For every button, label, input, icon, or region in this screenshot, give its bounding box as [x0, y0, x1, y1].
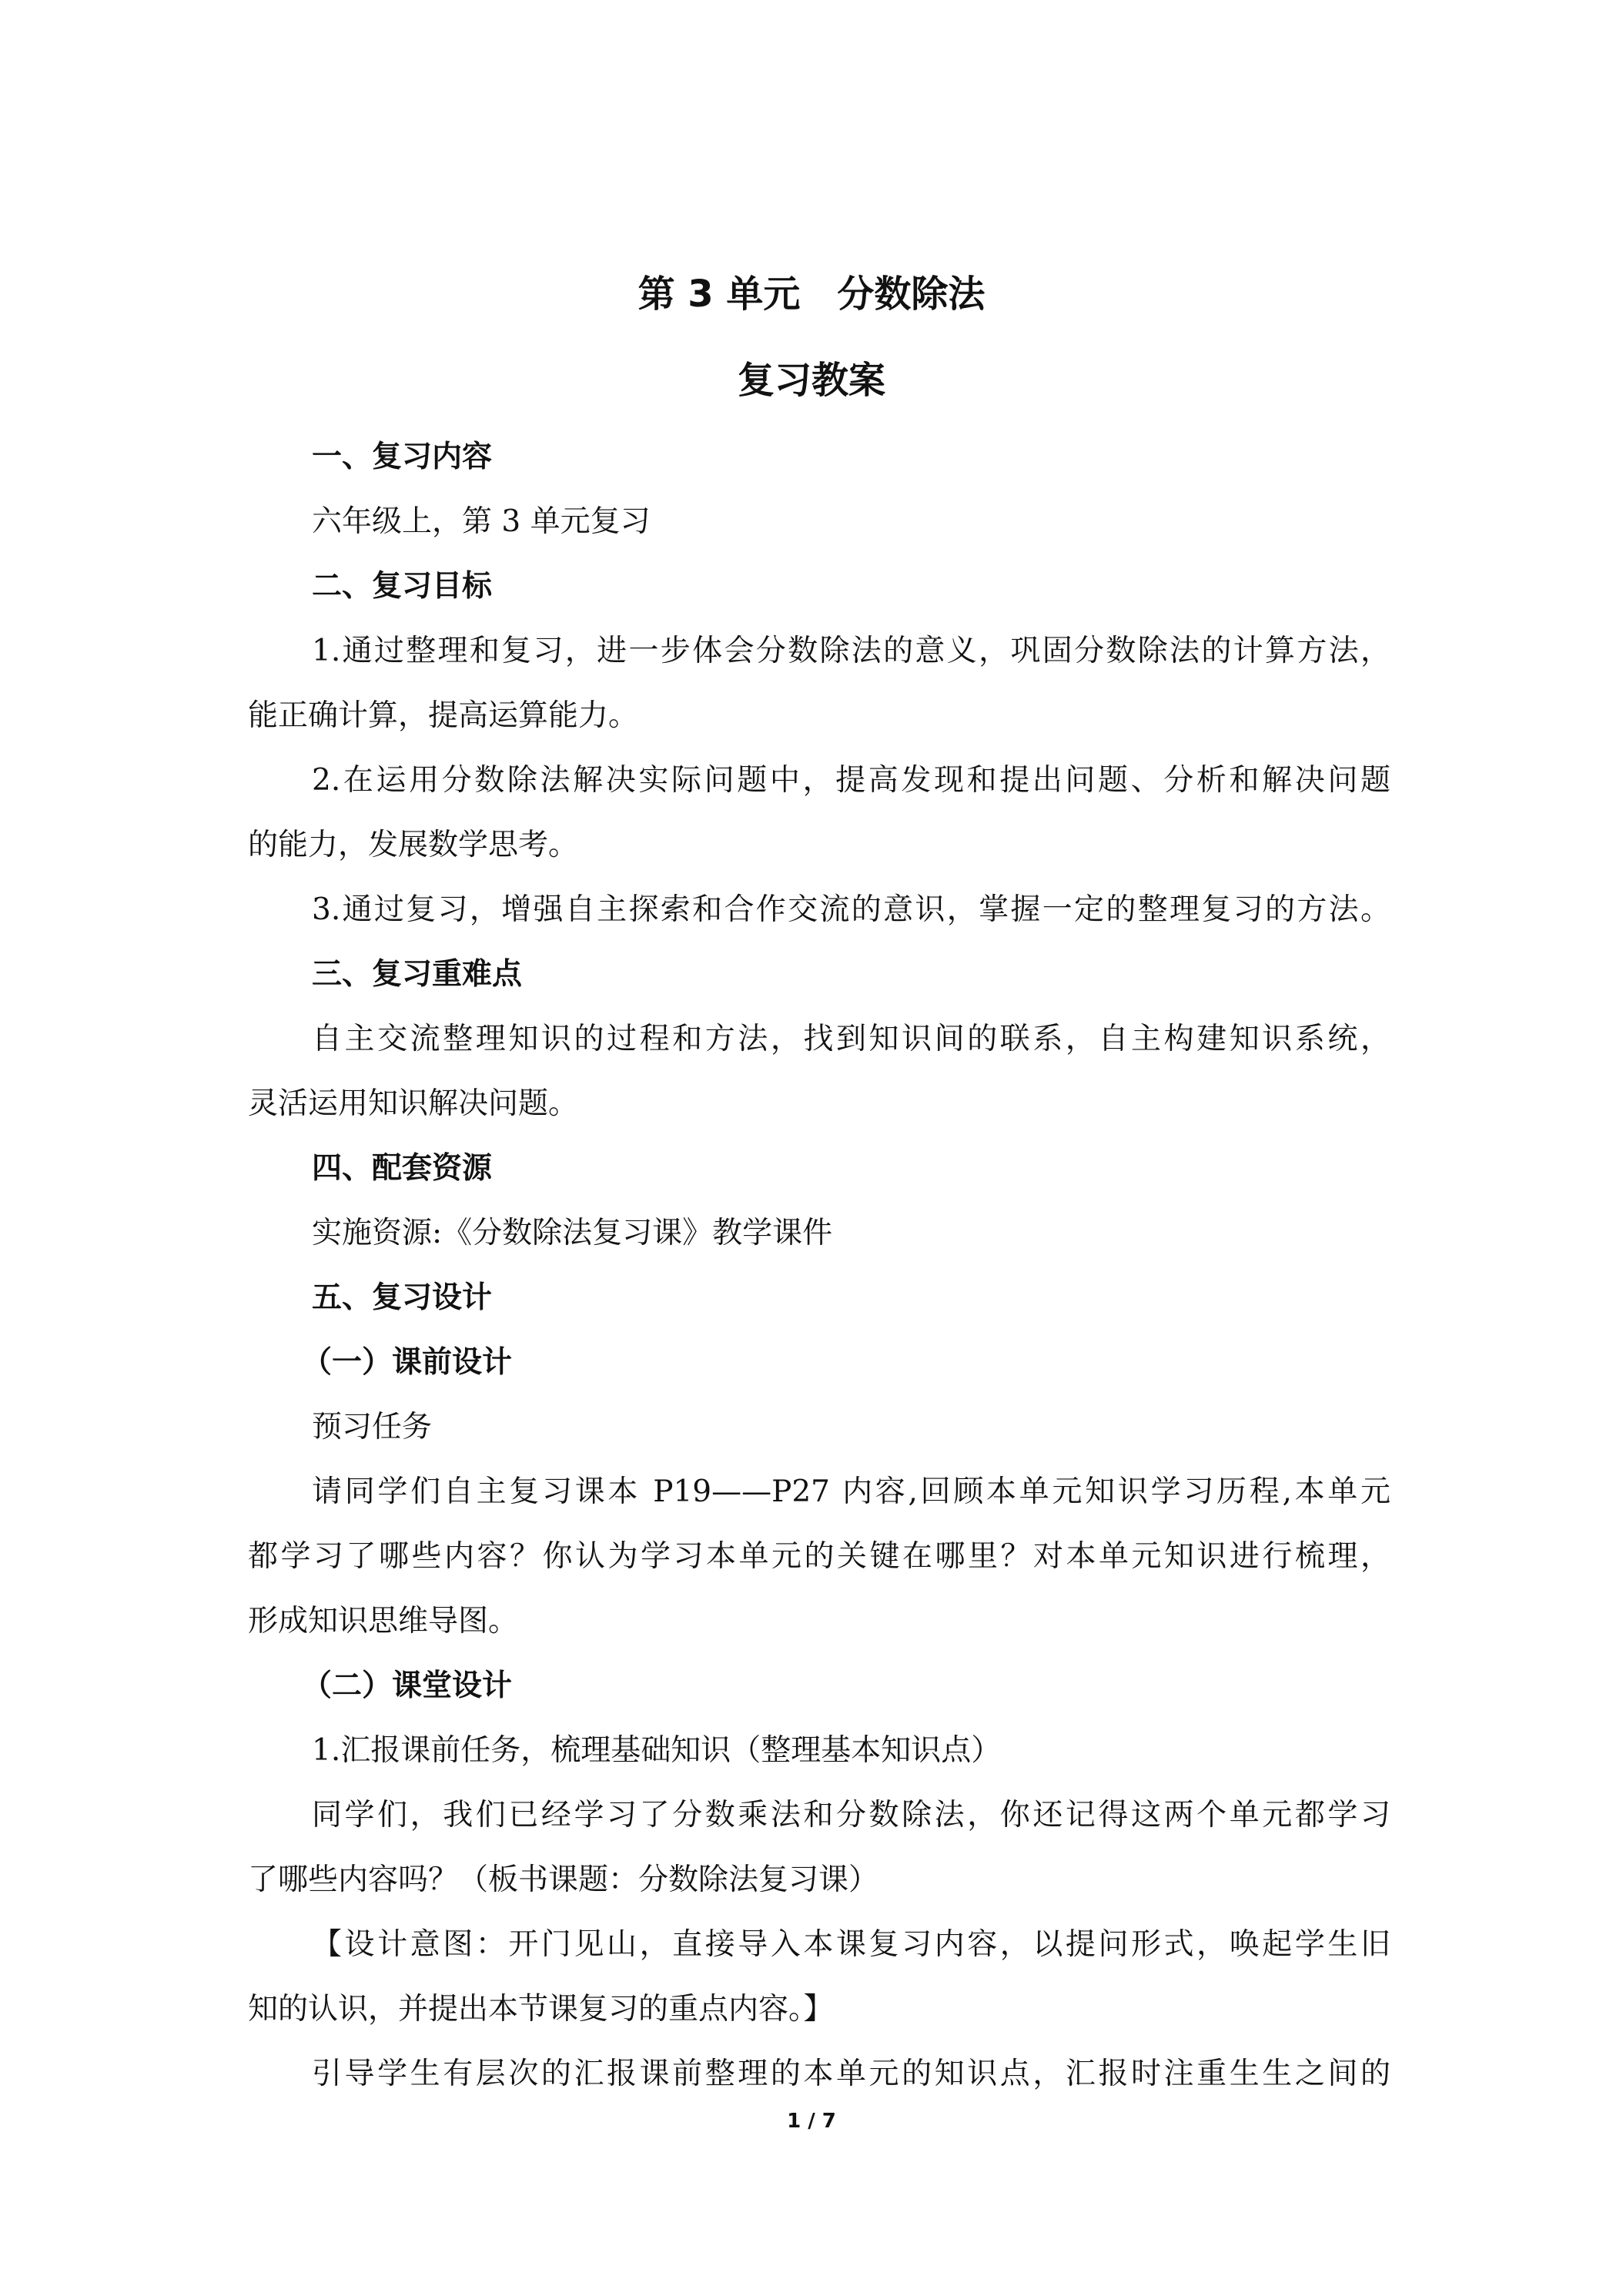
- paragraph-line: 预习任务: [312, 1410, 433, 1444]
- paragraph-line: 【设计意图：开门见山，直接导入本课复习内容，以提问形式，唤起学生旧: [312, 1927, 1390, 1962]
- paragraph-line: 形成知识思维导图。: [248, 1604, 519, 1638]
- section-heading-key-difficulties: 三、复习重难点: [312, 957, 523, 992]
- paragraph-line: 六年级上，第 3 单元复习: [312, 504, 651, 539]
- section-heading-review-design: 五、复习设计: [312, 1280, 493, 1315]
- paragraph-line: 2.在运用分数除法解决实际问题中，提高发现和提出问题、分析和解决问题: [312, 763, 1390, 798]
- paragraph-line: 请同学们自主复习课本 P19——P27 内容,回顾本单元知识学习历程,本单元: [312, 1474, 1390, 1509]
- paragraph-line: 1.通过整理和复习，进一步体会分数除法的意义，巩固分数除法的计算方法，: [312, 634, 1390, 668]
- paragraph-line: 同学们，我们已经学习了分数乘法和分数除法，你还记得这两个单元都学习: [312, 1798, 1390, 1832]
- paragraph-line: 能正确计算，提高运算能力。: [248, 698, 639, 733]
- section-heading-resources: 四、配套资源: [312, 1151, 493, 1186]
- section-heading-review-goals: 二、复习目标: [312, 569, 493, 604]
- section-heading-review-content: 一、复习内容: [312, 440, 493, 474]
- paragraph-line: 1.汇报课前任务，梳理基础知识（整理基本知识点）: [312, 1733, 1002, 1768]
- paragraph-line: 实施资源:《分数除法复习课》教学课件: [312, 1216, 833, 1250]
- paragraph-line: 3.通过复习，增强自主探索和合作交流的意识，掌握一定的整理复习的方法。: [312, 892, 1390, 927]
- subsection-heading-pre-class: （一）课前设计: [302, 1345, 513, 1380]
- paragraph-line: 都学习了哪些内容？你认为学习本单元的关键在哪里？对本单元知识进行梳理，: [248, 1539, 1390, 1574]
- document-subtitle: 复习教案: [737, 359, 885, 402]
- subsection-heading-classroom: （二）课堂设计: [302, 1668, 513, 1703]
- paragraph-line: 引导学生有层次的汇报课前整理的本单元的知识点，汇报时注重生生之间的: [312, 2057, 1390, 2091]
- page-number: 1 / 7: [787, 2110, 836, 2133]
- paragraph-line: 自主交流整理知识的过程和方法，找到知识间的联系，自主构建知识系统，: [312, 1022, 1390, 1056]
- document-title: 第 3 单元 分数除法: [637, 273, 986, 316]
- paragraph-line: 的能力，发展数学思考。: [248, 828, 579, 862]
- paragraph-line: 了哪些内容吗？（板书课题：分数除法复习课）: [248, 1863, 879, 1897]
- paragraph-line: 知的认识，并提出本节课复习的重点内容。】: [248, 1992, 834, 2027]
- paragraph-line: 灵活运用知识解决问题。: [248, 1086, 579, 1121]
